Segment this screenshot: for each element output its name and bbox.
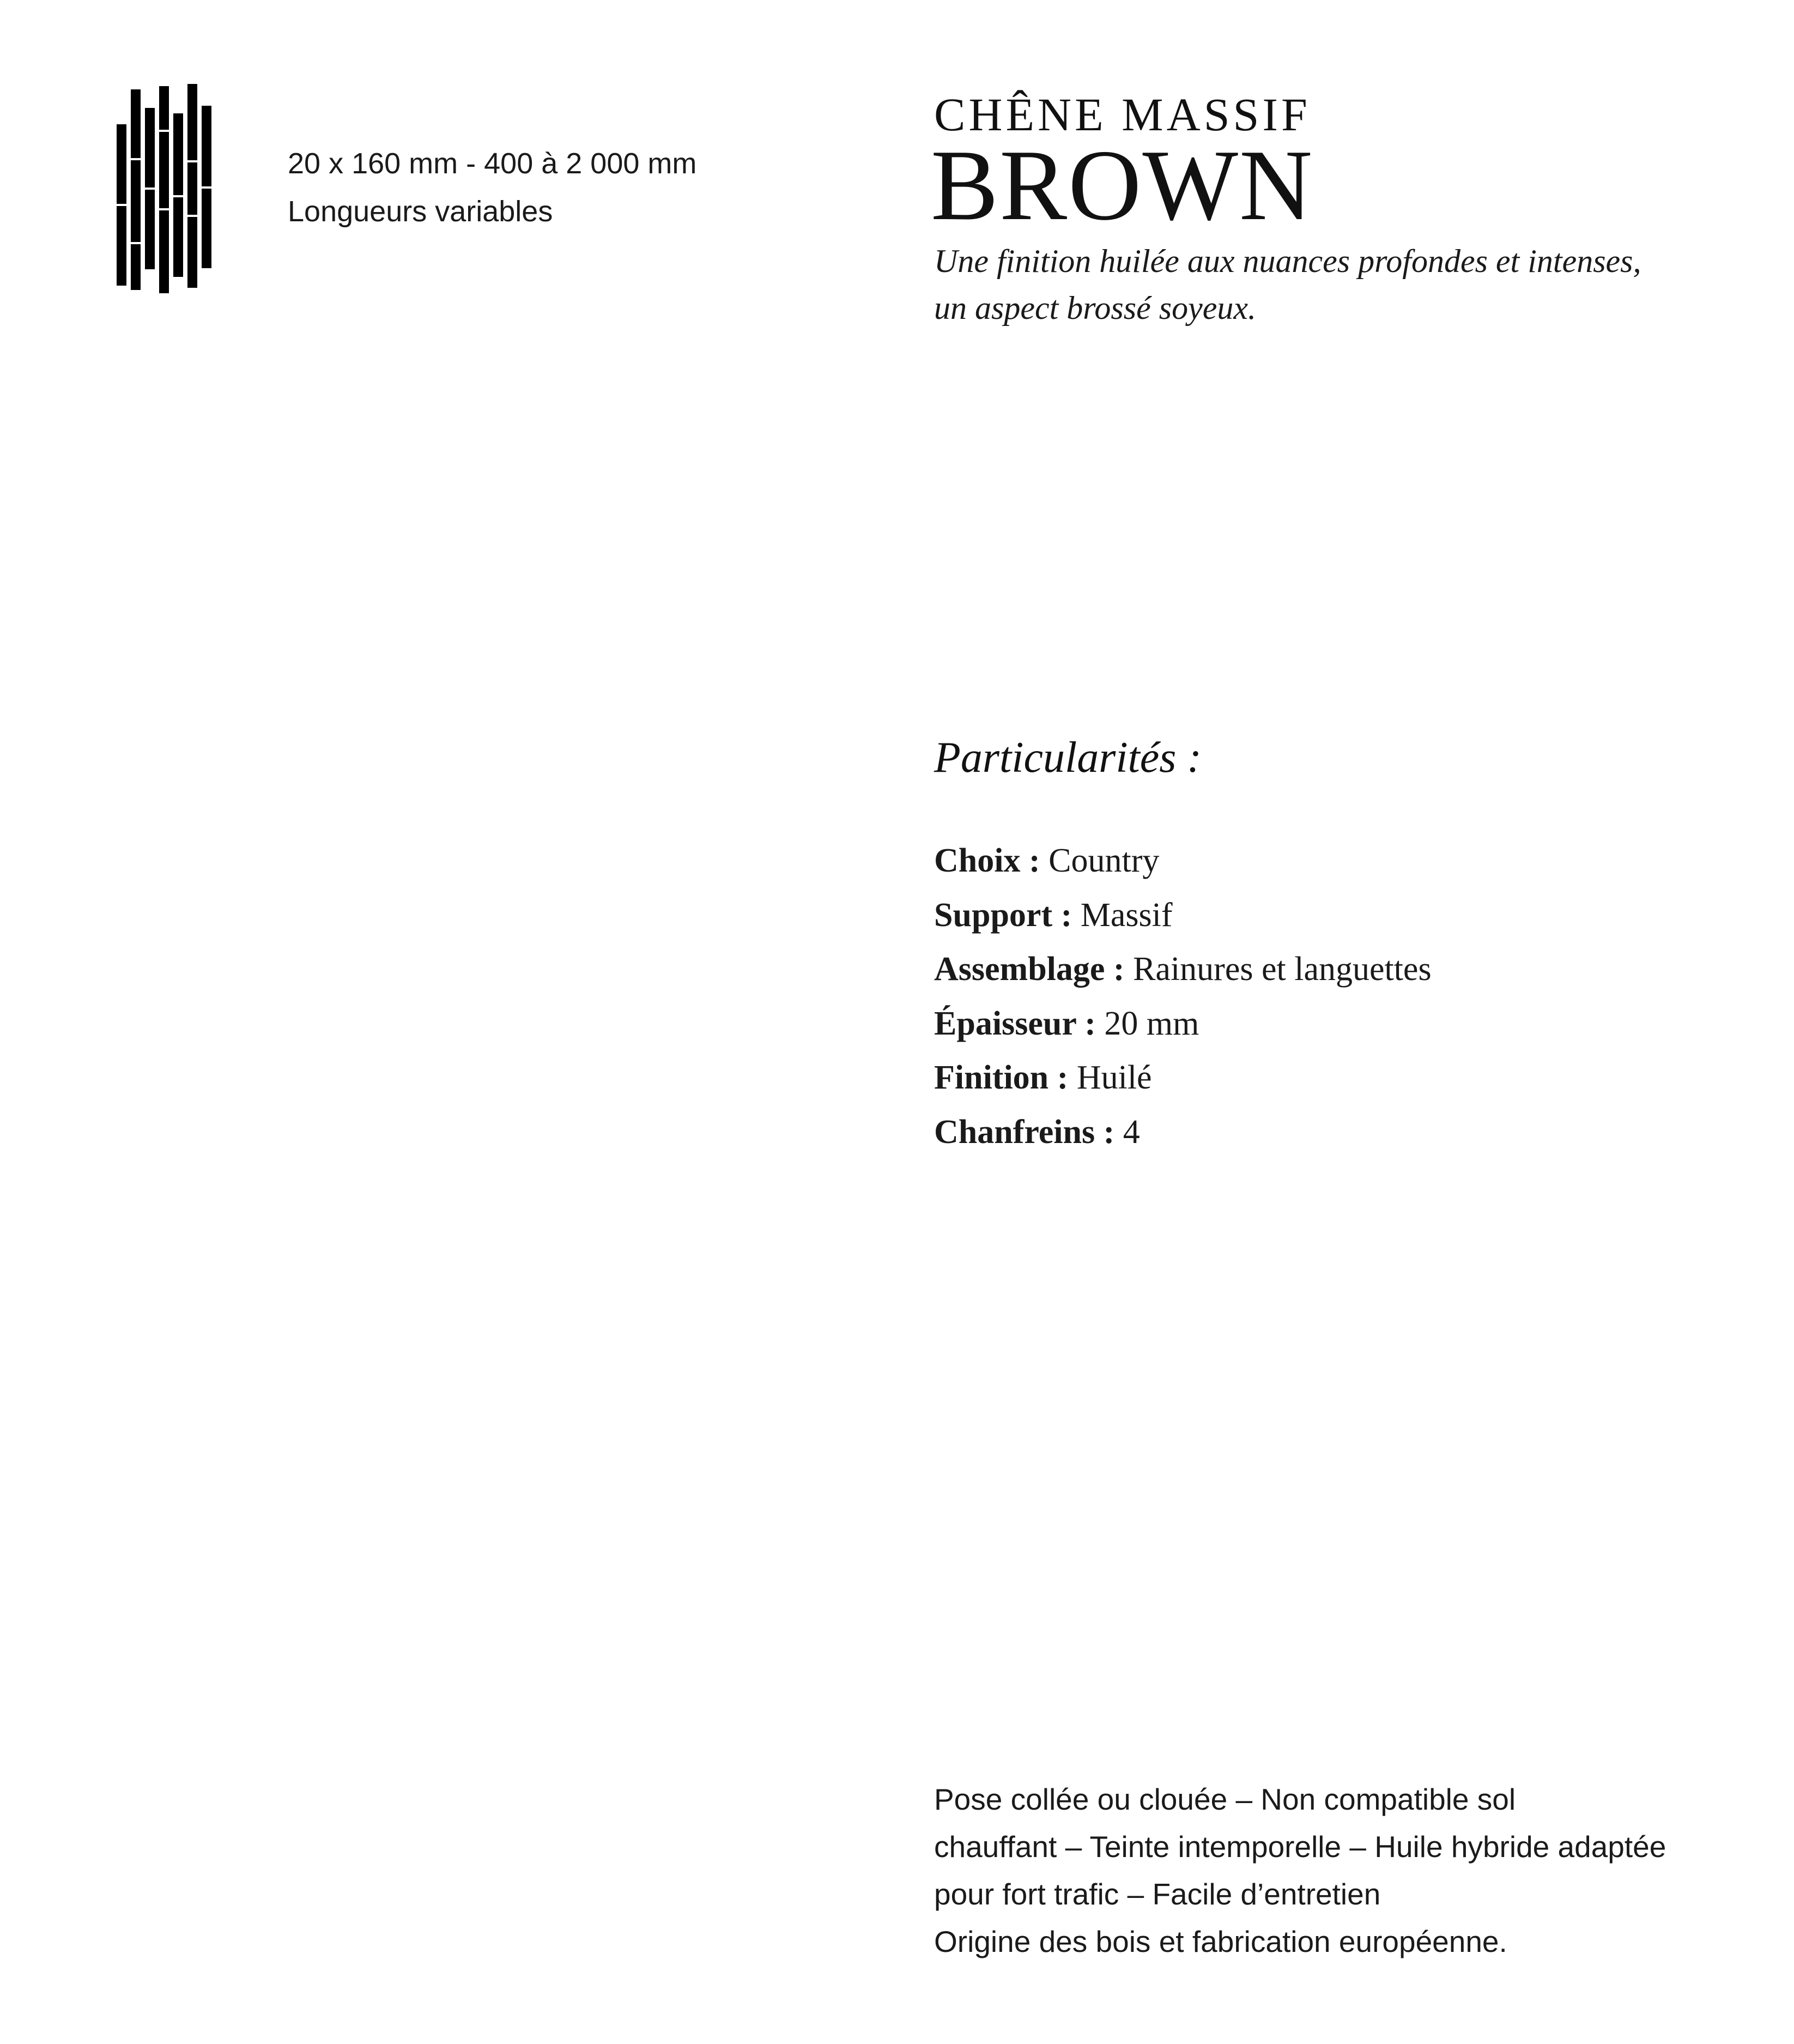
spec-label: Épaisseur :: [934, 1005, 1096, 1042]
spec-value: Huilé: [1076, 1059, 1152, 1096]
format-dimensions: 20 x 160 mm - 400 à 2 000 mm: [288, 147, 697, 180]
spec-item-epaisseur: [934, 997, 1432, 1051]
spec-value: 4: [1123, 1113, 1140, 1151]
features-line: Origine des bois et fabrication européenne.: [934, 1925, 1507, 1958]
spec-label: Chanfreins :: [934, 1113, 1115, 1151]
product-title: BROWN: [931, 129, 1314, 241]
spec-value: Rainures et languettes: [1133, 951, 1432, 988]
specs-list: [934, 834, 1432, 1159]
spec-value: Massif: [1080, 896, 1173, 934]
spec-item-finition: [934, 1051, 1432, 1105]
tagline-line: un aspect brossé soyeux.: [934, 290, 1256, 326]
spec-item-choix: [934, 834, 1432, 888]
product-kicker: CHÊNE MASSIF: [934, 88, 1311, 141]
spec-item-chanfreins: [934, 1105, 1432, 1160]
spec-value: Country: [1048, 842, 1160, 879]
spec-value: 20 mm: [1104, 1005, 1199, 1042]
features-line: pour fort trafic – Facile d’entretien: [934, 1877, 1381, 1911]
spec-item-assemblage: [934, 942, 1432, 997]
features-text: [934, 1776, 1741, 1966]
spec-label: Choix :: [934, 842, 1040, 879]
tagline-line: Une finition huilée aux nuances profondes et intenses,: [934, 243, 1641, 279]
spec-label: Finition :: [934, 1059, 1069, 1096]
product-tagline: [934, 238, 1708, 331]
spec-label: Support :: [934, 896, 1072, 934]
format-lengths: Longueurs variables: [288, 195, 553, 228]
specs-heading: Particularités :: [934, 734, 1202, 782]
spec-label: Assemblage :: [934, 951, 1125, 988]
features-line: Pose collée ou clouée – Non compatible sol: [934, 1782, 1516, 1816]
features-line: chauffant – Teinte intemporelle – Huile hybride adaptée: [934, 1830, 1666, 1864]
plank-format-icon: [117, 84, 216, 293]
spec-item-support: [934, 888, 1432, 943]
